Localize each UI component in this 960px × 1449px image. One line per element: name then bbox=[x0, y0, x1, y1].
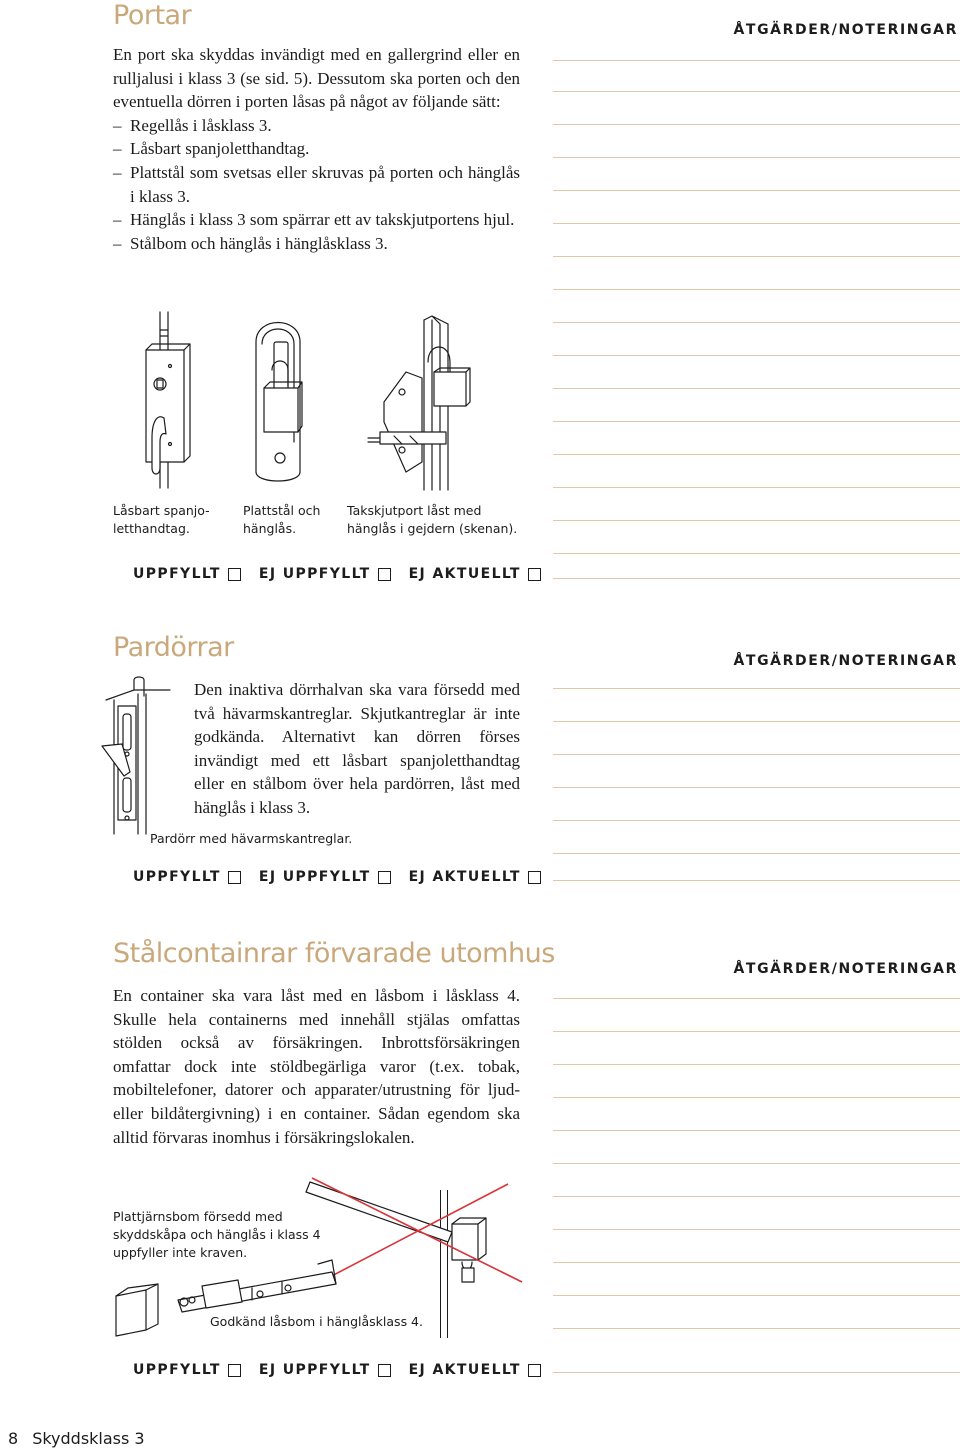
checkbox-not-fulfilled[interactable]: EJ UPPFYLLT bbox=[259, 1362, 391, 1378]
note-line[interactable] bbox=[553, 1229, 960, 1230]
note-line[interactable] bbox=[553, 157, 960, 158]
checkbox-icon bbox=[528, 568, 541, 581]
note-line[interactable] bbox=[553, 1130, 960, 1131]
checkbox-icon bbox=[528, 871, 541, 884]
note-line[interactable] bbox=[553, 721, 960, 722]
note-line[interactable] bbox=[553, 256, 960, 257]
note-line[interactable] bbox=[553, 787, 960, 788]
note-line[interactable] bbox=[553, 1196, 960, 1197]
checkbox-fulfilled[interactable]: UPPFYLLT bbox=[133, 869, 241, 885]
note-line[interactable] bbox=[553, 322, 960, 323]
note-line[interactable] bbox=[553, 289, 960, 290]
note-line[interactable] bbox=[553, 520, 960, 521]
notes-title: ÅTGÄRDER/NOTERINGAR bbox=[733, 653, 958, 669]
double-door-lever-bolt-illustration bbox=[100, 676, 180, 836]
caption-flat-steel: Plattstål och hänglås. bbox=[243, 503, 321, 536]
espagnolette-handle-illustration bbox=[130, 310, 200, 490]
page-footer bbox=[8, 1429, 145, 1448]
caption-overhead-door: Takskjutport låst med hänglås i gejdern (skenan). bbox=[347, 503, 518, 536]
note-line[interactable] bbox=[553, 91, 960, 92]
checkbox-fulfilled[interactable]: UPPFYLLT bbox=[133, 1362, 241, 1378]
note-line[interactable] bbox=[553, 1328, 960, 1329]
portar-intro: En port ska skyddas invändigt med en gallergrind eller en rulljalusi i klass 3 (se sid. 5). Dessutom ska porten och den eventuella dörren i porten låsas på något av följande sätt: bbox=[113, 45, 520, 112]
note-line[interactable] bbox=[553, 1097, 960, 1098]
stalcontainrar-text: En container ska vara låst med en låsbom i låsklass 4. Skulle hela containerns med innehåll stjälas omfattas stölden också av försäkringen. Inbrottsförsäkringen omfattar dock inte stöldbegärliga varor (t.ex. tobak, mobiltelefoner, datorer och apparater/utrustning för ljud- eller bildåtergivning) i en container. Sådan egendom ska alltid förvaras inomhus i försäkringslokalen. bbox=[113, 986, 520, 1147]
section-title-pardorrar: Pardörrar bbox=[113, 632, 234, 663]
pardorrar-text: Den inaktiva dörrhalvan ska vara försedd med två hävarmskantreglar. Skjutkantreglar är inte godkända. Alternativt kan dörren förses invändigt med ett låsbart spanjoletthandtag eller en stålbom över hela pardörren, låst med hänglås i klass 3. bbox=[194, 680, 520, 817]
portar-body bbox=[113, 43, 520, 255]
checkbox-icon bbox=[228, 1364, 241, 1377]
note-line[interactable] bbox=[553, 1262, 960, 1263]
notes-title: ÅTGÄRDER/NOTERINGAR bbox=[733, 22, 958, 38]
note-line[interactable] bbox=[553, 487, 960, 488]
overhead-door-track-illustration bbox=[366, 312, 476, 492]
checkbox-icon bbox=[228, 871, 241, 884]
list-item: – Hänglås i klass 3 som spärrar ett av takskjutportens hjul. bbox=[113, 208, 520, 232]
note-line[interactable] bbox=[553, 1295, 960, 1296]
list-item: – Regellås i låsklass 3. bbox=[113, 114, 520, 138]
status-row-pardorrar bbox=[133, 869, 559, 885]
note-line[interactable] bbox=[553, 355, 960, 356]
checkbox-icon bbox=[378, 568, 391, 581]
note-line[interactable] bbox=[553, 754, 960, 755]
checkbox-icon bbox=[528, 1364, 541, 1377]
note-line[interactable] bbox=[553, 1372, 960, 1373]
note-line[interactable] bbox=[553, 454, 960, 455]
section-title-stalcontainrar: Stålcontainrar förvarade utomhus bbox=[113, 938, 555, 969]
note-line[interactable] bbox=[553, 388, 960, 389]
note-line[interactable] bbox=[553, 880, 960, 881]
flat-steel-padlock-illustration bbox=[244, 312, 314, 492]
status-row-stalcontainrar bbox=[133, 1362, 559, 1378]
note-line[interactable] bbox=[553, 688, 960, 689]
status-row-portar bbox=[133, 566, 559, 582]
caption-double-door: Pardörr med hävarmskantreglar. bbox=[150, 831, 353, 846]
note-line[interactable] bbox=[553, 820, 960, 821]
note-line[interactable] bbox=[553, 223, 960, 224]
note-line[interactable] bbox=[553, 1064, 960, 1065]
note-line[interactable] bbox=[553, 124, 960, 125]
portar-list bbox=[113, 114, 520, 256]
list-item: – Låsbart spanjoletthandtag. bbox=[113, 137, 520, 161]
caption-flat-iron-bar: Plattjärnsbom försedd med skyddskåpa och hänglås i klass 4 uppfyller inte kraven. bbox=[113, 1209, 321, 1260]
checkbox-icon bbox=[228, 568, 241, 581]
document-title: Skyddsklass 3 bbox=[32, 1429, 145, 1448]
note-line[interactable] bbox=[553, 1163, 960, 1164]
page-number: 8 bbox=[8, 1429, 19, 1448]
checkbox-not-applicable[interactable]: EJ AKTUELLT bbox=[409, 869, 541, 885]
note-line[interactable] bbox=[553, 60, 960, 61]
note-line[interactable] bbox=[553, 1031, 960, 1032]
note-line[interactable] bbox=[553, 853, 960, 854]
checkbox-fulfilled[interactable]: UPPFYLLT bbox=[133, 566, 241, 582]
checkbox-not-applicable[interactable]: EJ AKTUELLT bbox=[409, 566, 541, 582]
caption-espagnolette: Låsbart spanjo- letthandtag. bbox=[113, 503, 210, 536]
note-line[interactable] bbox=[553, 421, 960, 422]
note-line[interactable] bbox=[553, 190, 960, 191]
section-title-portar: Portar bbox=[113, 0, 192, 31]
note-line[interactable] bbox=[553, 998, 960, 999]
notes-title: ÅTGÄRDER/NOTERINGAR bbox=[733, 961, 958, 977]
checkbox-not-fulfilled[interactable]: EJ UPPFYLLT bbox=[259, 869, 391, 885]
checkbox-not-applicable[interactable]: EJ AKTUELLT bbox=[409, 1362, 541, 1378]
list-item: – Plattstål som svetsas eller skruvas på porten och hänglås i klass 3. bbox=[113, 161, 520, 208]
note-line[interactable] bbox=[553, 578, 960, 579]
caption-approved-bar: Godkänd låsbom i hänglåsklass 4. bbox=[210, 1314, 423, 1329]
note-line[interactable] bbox=[553, 553, 960, 554]
checkbox-not-fulfilled[interactable]: EJ UPPFYLLT bbox=[259, 566, 391, 582]
checkbox-icon bbox=[378, 871, 391, 884]
list-item: – Stålbom och hänglås i hänglåsklass 3. bbox=[113, 232, 520, 256]
checkbox-icon bbox=[378, 1364, 391, 1377]
